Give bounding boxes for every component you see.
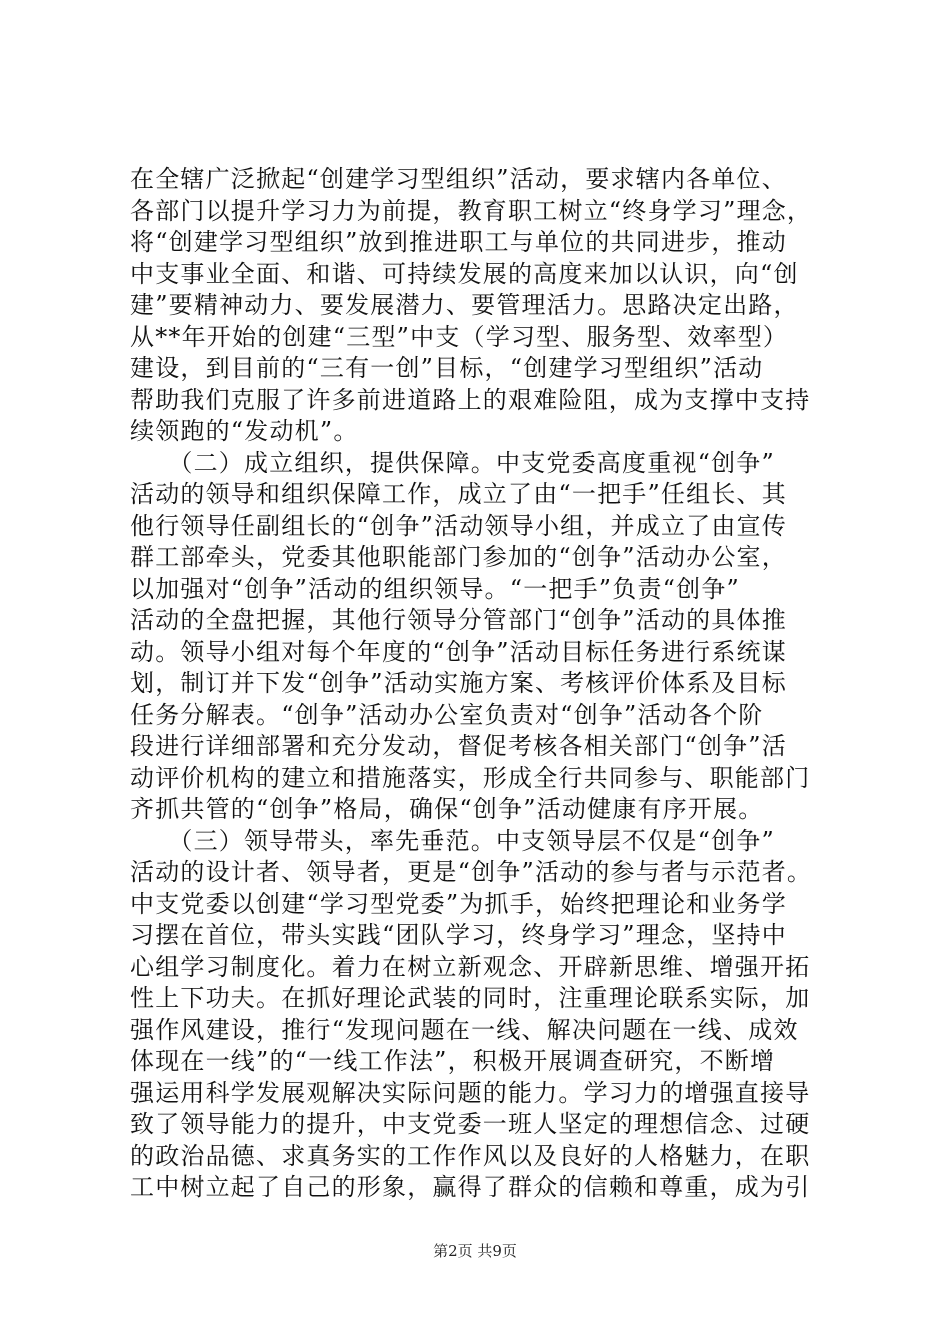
text-line: 致了领导能力的提升，中支党委一班人坚定的理想信念、过硬 [130, 1110, 811, 1138]
text-line: 性上下功夫。在抓好理论武装的同时，注重理论联系实际，加 [130, 984, 811, 1012]
text-line: 工中树立起了自己的形象，赢得了群众的信赖和尊重，成为引 [130, 1173, 811, 1201]
text-line: 群工部牵头，党委其他职能部门参加的“创争”活动办公室， [130, 543, 787, 571]
text-line: 帮助我们克服了许多前进道路上的艰难险阻，成为支撑中支持 [130, 385, 811, 414]
text-line: 强作风建设，推行“发现问题在一线、解决问题在一线、成效 [130, 1015, 799, 1044]
text-line: （二）成立组织，提供保障。中支党委高度重视“创争” [130, 448, 775, 477]
text-line: 习摆在首位，带头实践“团队学习，终身学习”理念，坚持中 [130, 921, 787, 949]
text-line: （三）领导带头，率先垂范。中支领导层不仅是“创争” [130, 826, 775, 855]
text-line: 中支党委以创建“学习型党委”为抓手，始终把理论和业务学 [130, 889, 787, 918]
text-line: 动。领导小组对每个年度的“创争”活动目标任务进行系统谋 [130, 637, 787, 666]
text-line: 动评价机构的建立和措施落实，形成全行共同参与、职能部门 [130, 763, 811, 792]
text-line: 他行领导任副组长的“创争”活动领导小组，并成立了由宣传 [130, 511, 787, 540]
text-line: 齐抓共管的“创争”格局，确保“创争”活动健康有序开展。 [130, 795, 764, 823]
text-line: 的政治品德、求真务实的工作作风以及良好的人格魅力，在职 [130, 1141, 811, 1170]
text-line: 以加强对“创争”活动的组织领导。“一把手”负责“创争” [130, 574, 741, 603]
text-line: 从**年开始的创建“三型”中支（学习型、服务型、效率型） [130, 322, 789, 351]
text-line: 任务分解表。“创争”活动办公室负责对“创争”活动各个阶 [130, 700, 764, 729]
text-line: 续领跑的“发动机”。 [130, 417, 359, 445]
text-line: 心组学习制度化。着力在树立新观念、开辟新思维、增强开拓 [130, 952, 811, 981]
text-line: 各部门以提升学习力为前提，教育职工树立“终身学习”理念， [130, 196, 813, 225]
text-line: 将“创建学习型组织”放到推进职工与单位的共同进步，推动 [130, 228, 787, 256]
text-line: 活动的设计者、领导者，更是“创争”活动的参与者与示范者。 [130, 858, 813, 886]
text-line: 在全辖广泛掀起“创建学习型组织”活动，要求辖内各单位、 [130, 165, 787, 193]
text-line: 强运用科学发展观解决实际问题的能力。学习力的增强直接导 [130, 1078, 811, 1107]
text-line: 划，制订并下发“创争”活动实施方案、考核评价体系及目标 [130, 669, 787, 697]
text-line: 建设，到目前的“三有一创”目标，“创建学习型组织”活动 [130, 354, 764, 382]
body-text [130, 164, 830, 1204]
text-line: 活动的全盘把握，其他行领导分管部门“创争”活动的具体推 [130, 606, 787, 634]
text-line: 活动的领导和组织保障工作，成立了由“一把手”任组长、其 [130, 480, 787, 508]
text-line: 中支事业全面、和谐、可持续发展的高度来加以认识，向“创 [130, 259, 799, 288]
text-line: 段进行详细部署和充分发动，督促考核各相关部门“创争”活 [130, 732, 787, 760]
text-line: 建”要精神动力、要发展潜力、要管理活力。思路决定出路， [130, 291, 799, 319]
text-line: 体现在一线”的“一线工作法”，积极开展调查研究，不断增 [130, 1047, 776, 1075]
page-number-footer: 第2页 共9页 [433, 1242, 517, 1260]
